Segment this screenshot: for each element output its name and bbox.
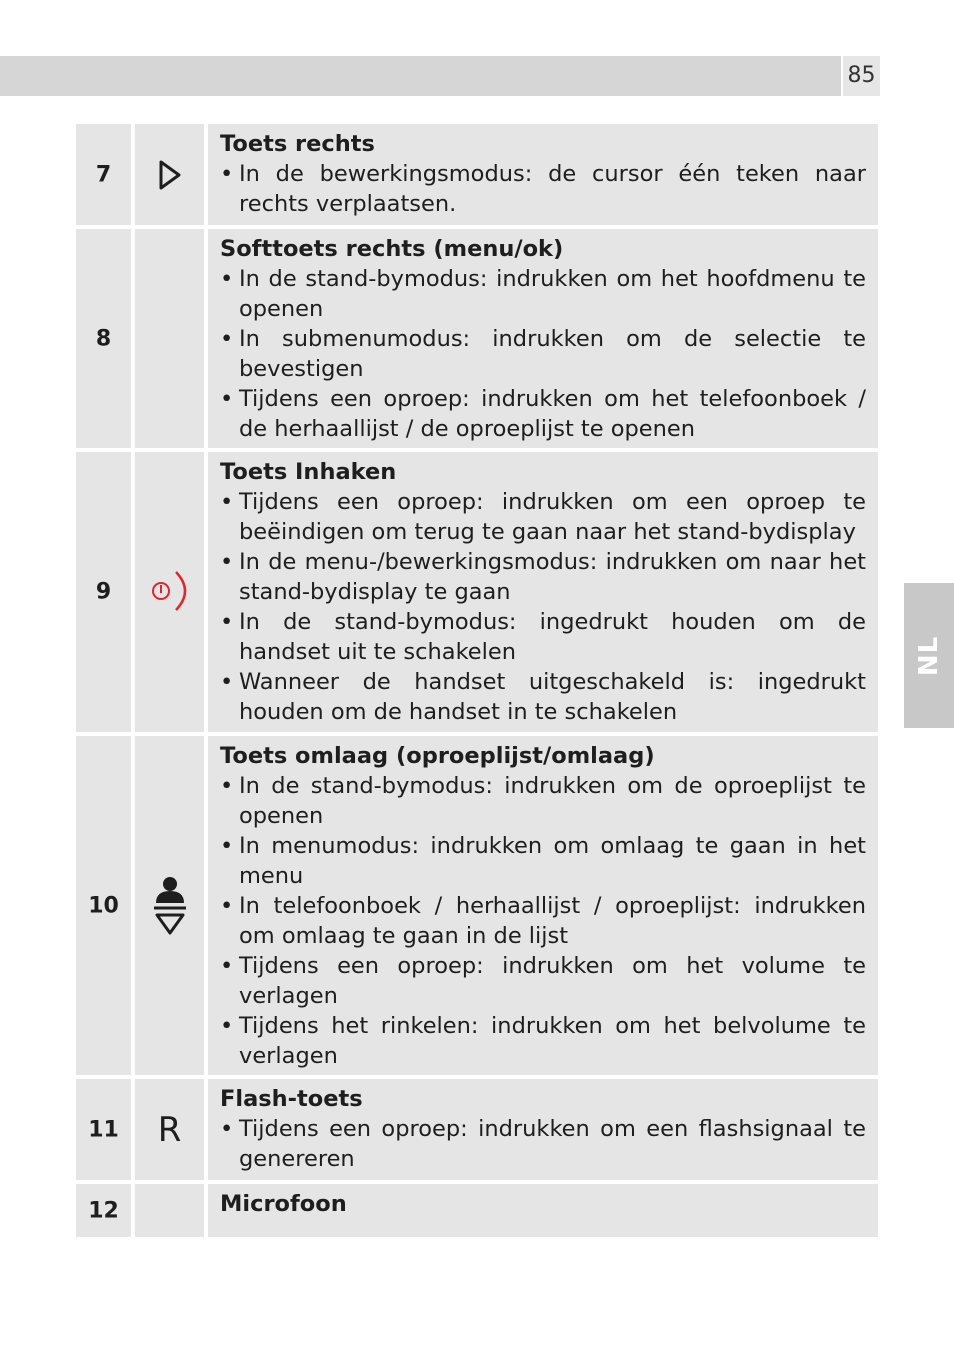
list-item: • Tijdens een oproep: indrukken om een oproep te beëindigen om terug te gaan naar het stand-bydisplay [220,487,866,547]
language-tab-label: NL [914,635,944,676]
row-title: Flash-toets [220,1086,363,1112]
row-number-cell [76,452,131,732]
row-number-cell [76,124,131,225]
list-item: • In de stand-bymodus: indrukken om het hoofdmenu te openen [220,264,866,324]
list-item: • In menumodus: indrukken om omlaag te gaan in het menu [220,831,866,891]
row-number-cell [76,1079,131,1180]
list-item: • In de menu-/bewerkingsmodus: indrukken om naar het stand-bydisplay te gaan [220,547,866,607]
power-end-call-icon [148,568,192,616]
list-item: • In submenumodus: indrukken om de selectie te bevestigen [220,324,866,384]
row-title: Toets Inhaken [220,459,397,485]
header-bar [0,56,841,96]
row-icon-cell [135,1079,204,1180]
table-row [76,1079,878,1180]
table-row [76,736,878,1075]
row-icon-cell [135,124,204,225]
row-text-cell [208,229,878,448]
row-number: 10 [88,893,119,918]
table-row [76,124,878,225]
right-arrow-icon [157,159,183,191]
list-item: • Tijdens een oproep: indrukken om het volume te verlagen [220,951,866,1011]
row-title: Toets omlaag (oproeplijst/omlaag) [220,743,655,769]
row-number: 11 [88,1117,119,1142]
row-text-cell [208,1184,878,1237]
row-text-cell [208,736,878,1075]
language-tab [904,583,954,728]
list-item: • In de stand-bymodus: ingedrukt houden om de handset uit te schakelen [220,607,866,667]
list-item: • In de stand-bymodus: indrukken om de oproeplijst te openen [220,771,866,831]
row-number-cell [76,1184,131,1237]
row-number-cell [76,736,131,1075]
row-icon-cell [135,736,204,1075]
row-number-cell [76,229,131,448]
row-icon-cell [135,229,204,448]
row-icon-cell [135,1184,204,1237]
row-number: 8 [95,326,112,351]
row-icon-cell [135,452,204,732]
list-item: • Tijdens het rinkelen: indrukken om het belvolume te verlagen [220,1011,866,1071]
row-number: 9 [95,579,112,605]
list-item: • Tijdens een oproep: indrukken om het telefoonboek / de herhaallijst / de oproeplijst te openen [220,384,866,444]
row-number: 7 [95,162,112,187]
list-item: • Tijdens een oproep: indrukken om een flashsignaal te genereren [220,1114,866,1174]
table-row [76,452,878,732]
row-title: Softtoets rechts (menu/ok) [220,236,564,262]
row-number: 12 [88,1198,119,1223]
row-title: Toets rechts [220,131,375,157]
list-item: • Wanneer de handset uitgeschakeld is: ingedrukt houden om de handset in te schakelen [220,667,866,727]
page-number: 85 [843,56,880,96]
list-item: • In de bewerkingsmodus: de cursor één teken naar rechts verplaatsen. [220,159,866,219]
calllog-down-icon [152,875,188,937]
row-text-cell [208,124,878,225]
r-key-icon: R [157,1109,182,1150]
list-item: • In telefoonboek / herhaallijst / oproeplijst: indrukken om omlaag te gaan in de lijst [220,891,866,951]
row-text-cell [208,1079,878,1180]
table-row [76,229,878,448]
row-text-cell [208,452,878,732]
row-title: Microfoon [220,1191,347,1217]
table-row [76,1184,878,1237]
